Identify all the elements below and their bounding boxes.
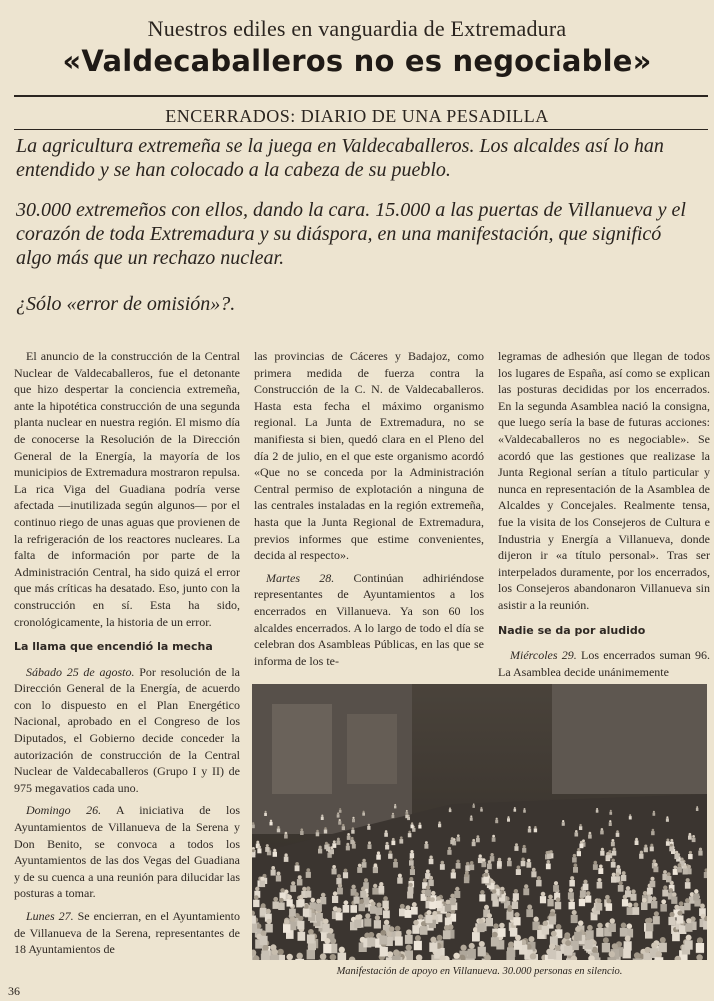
entry-tuesday: [254, 570, 484, 670]
continued-paragraph: las provincias de Cáceres y Badajoz, como primera medida de fuerza contra la Construcción de la C. N. de Valdecaballeros. Hasta esta fecha el máximo organismo regional. La Junta de Extremadura, no se manifiesta si bien, quedó clara en el Pleno del día 2 de julio, en el que este organismo acordó «Que no se conceda por la Administración Central permiso de explotación a ninguna de las centrales instaladas en la región extremeña, hasta que la Junta Regional de Extremadura, previos informes que estime convenientes, decida al respecto».: [254, 349, 484, 563]
entry-date: Lunes 27.: [26, 909, 74, 923]
entry-date: Domingo 26.: [26, 803, 102, 818]
entry-text: Los encerrados suman 96. La Asamblea decide unánimemente: [498, 648, 711, 679]
entry-sunday: [14, 802, 240, 902]
subheadline: ENCERRADOS: DIARIO DE UNA PESADILLA: [165, 106, 549, 126]
entry-date: Sábado 25 de agosto.: [26, 664, 135, 679]
crowd-photo-image: [252, 684, 707, 960]
page-number: 36: [8, 984, 20, 998]
column-2: [254, 348, 484, 675]
entry-text: Por resolución de la Dirección General de la Energía, de acuerdo con lo dispuesto en el Plan Energético Nacional, aprobado en el Congreso de los Diputados, el Gobierno decide conceder la autorización de construcción de la Central Nuclear de Valdecaballeros (Grupo I y II) de 975 megavatios cada uno.: [14, 664, 240, 795]
photo-caption: Manifestación de apoyo en Villanueva. 30.000 personas en silencio.: [336, 966, 623, 977]
headline-rule-top: [14, 95, 708, 97]
entry-date: Martes 28.: [266, 570, 335, 585]
kicker: Nuestros ediles en vanguardia de Extremadura: [147, 16, 567, 41]
crowd-photo: [252, 684, 707, 960]
entry-saturday: [14, 664, 240, 797]
headline: «Valdecaballeros no es negociable»: [62, 44, 652, 78]
entry-date: Miércoles 29.: [510, 648, 577, 663]
subhead-rule: [14, 129, 708, 130]
entry-text: Se encierran, en el Ayuntamiento de Villanueva de la Serena, representantes de 18 Ayuntamientos de: [14, 909, 240, 957]
lede-paragraph-1: La agricultura extremeña se la juega en Valdecaballeros. Los alcaldes así lo han entendido y se han colocado a la cabeza de su pueblo.: [16, 135, 664, 181]
section-heading: La llama que encendió la mecha: [14, 640, 213, 654]
continued-paragraph: legramas de adhesión que llegan de todos los lugares de España, así como se explican las posturas decididas por los encerrados. En la segunda Asamblea nació la consigna, que luego sería la base de futuras acciones: «Valdecaballeros no es negociable». Se acordó que las gestiones que realizase la Junta Regional serían a título particular y nunca en representación de la Asamblea de Alcaldes y Concejales. Realmente tensa, fue la visita de los Consejeros de Cultura e Industria y Energía a Villanueva, donde dijeron ir «a título personal». Tras ser interpelados duramente, por los encerrados, los Consejeros abandonaron Villanueva sin asistir a la reunión.: [498, 349, 710, 612]
column-1: [14, 348, 240, 964]
section-heading: Nadie se da por aludido: [498, 623, 646, 637]
lede-paragraph-3: ¿Sólo «error de omisión»?.: [16, 293, 236, 315]
intro-paragraph: El anuncio de la construcción de la Central Nuclear de Valdecaballeros, fue el detonante que hizo despertar la conciencia extremeña, ante la hipotética construcción de una segunda planta nuclear en nuestra región. El mismo día de conocerse la Resolución de la Dirección General de la Energía, la mayoría de los municipios de Extremadura mostraron repulsa. La rica Viga del Guadiana podría verse afectada —inutilizada según algunos— por el continuo riego de unas aguas que provienen de la refrigeración de los reactores nucleares. La falta de información por parte de la Administración Central, ha sido quizá el error que más críticas ha desatado. Eso, junto con la construcción en sí. Esta ha sido, cronológicamente, la historia de un error.: [14, 349, 240, 629]
entry-text: Continúan adhiriéndose representantes de Ayuntamientos a los encerrados en Villanueva. Ya son 60 los alcaldes encerrados. A lo largo de todo el día se celebran dos Asambleas Públicas, en las que se informa de los te-: [254, 570, 485, 668]
entry-wednesday: [498, 647, 710, 680]
column-3: [498, 348, 710, 686]
entry-text: A iniciativa de los Ayuntamientos de Villanueva de la Serena y Don Benito, se convoca a todos los Ayuntamientos de las dos Vegas del Guadiana y de su cuenca a una reunión para dilucidar las posturas a tomar.: [14, 803, 240, 901]
entry-monday: [14, 908, 240, 958]
lede-paragraph-2: 30.000 extremeños con ellos, dando la cara. 15.000 a las puertas de Villanueva y el corazón de toda Extremadura y su diáspora, en una manifestación, que significó algo más que un rechazo nuclear.: [16, 199, 686, 269]
